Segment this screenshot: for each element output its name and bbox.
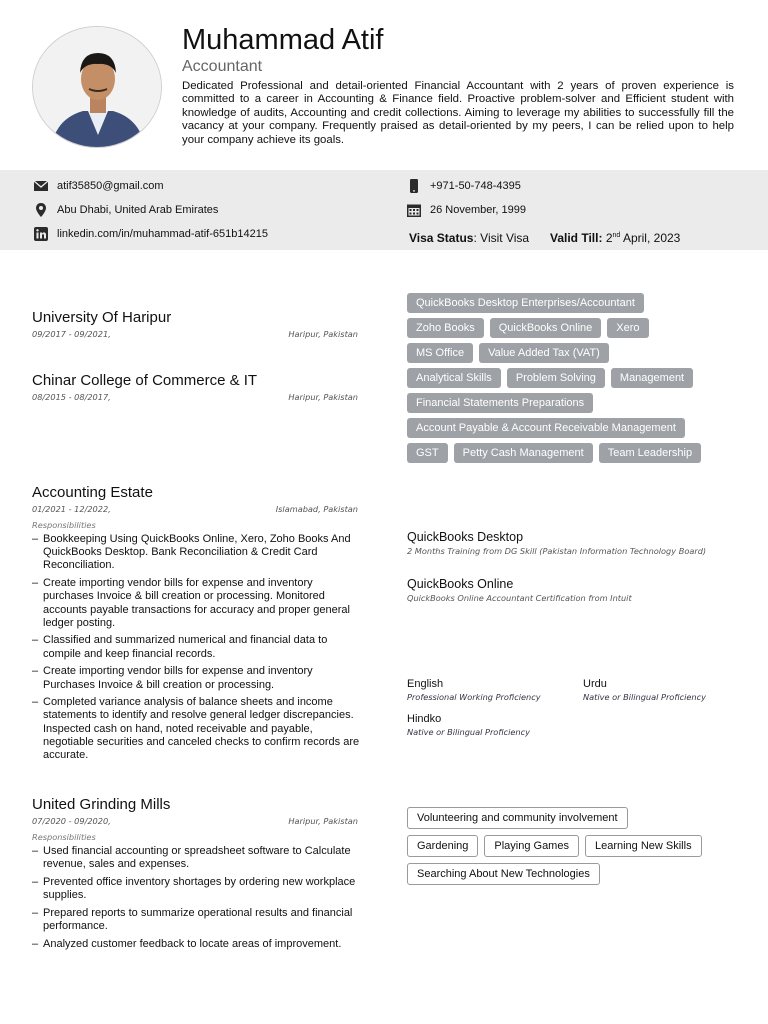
skill-chip: Management	[611, 368, 693, 388]
linkedin-text: linkedin.com/in/muhammad-atif-651b14215	[57, 228, 268, 240]
list-item: – Analyzed customer feedback to locate areas of improvement.	[32, 938, 362, 951]
experience-dates: 07/2020 - 09/2020,	[32, 816, 111, 826]
certification-title: QuickBooks Online	[407, 577, 514, 591]
skill-chip: Petty Cash Management	[454, 443, 593, 463]
language-name: English	[407, 678, 444, 690]
skill-chip: Zoho Books	[407, 318, 484, 338]
interest-tag: Searching About New Technologies	[407, 863, 600, 885]
education-dates: 09/2017 - 09/2021,	[32, 329, 111, 339]
candidate-name: Muhammad Atif	[182, 24, 384, 56]
certification-desc: 2 Months Training from DG Skill (Pakistan Information Technology Board)	[407, 546, 707, 556]
language-level: Professional Working Proficiency	[407, 692, 541, 702]
responsibilities-list	[32, 533, 362, 767]
contact-dob	[406, 202, 526, 218]
experience-meta	[32, 504, 358, 514]
skill-chip: GST	[407, 443, 448, 463]
skill-chip: QuickBooks Desktop Enterprises/Accountant	[407, 293, 644, 313]
interest-tag: Learning New Skills	[585, 835, 702, 857]
skill-chip: Problem Solving	[507, 368, 605, 388]
valid-day: 2	[605, 231, 613, 245]
list-item: – Prepared reports to summarize operational results and financial performance.	[32, 907, 362, 933]
experience-place: Haripur, Pakistan	[288, 816, 358, 826]
language-name: Hindko	[407, 713, 442, 725]
calendar-icon	[406, 202, 422, 218]
certification-title: QuickBooks Desktop	[407, 530, 524, 544]
experience-dates: 01/2021 - 12/2022,	[32, 504, 111, 514]
education-dates: 08/2015 - 08/2017,	[32, 392, 111, 402]
experience-meta	[32, 816, 358, 826]
interest-tag: Volunteering and community involvement	[407, 807, 628, 829]
list-item: – Create importing vendor bills for expense and inventory purchases Invoice & bill creation or processing. Monitored accounts payable transactions for accuracy and proper general ledger posting.	[32, 577, 362, 630]
education-meta	[32, 329, 358, 339]
skill-chip: Account Payable & Account Receivable Management	[407, 418, 685, 438]
education-school: University Of Haripur	[32, 309, 172, 326]
interest-tag: Gardening	[407, 835, 478, 857]
experience-company: Accounting Estate	[32, 484, 153, 501]
contact-phone[interactable]	[406, 178, 521, 194]
interests-list	[407, 807, 737, 885]
valid-label: Valid Till:	[550, 231, 603, 245]
valid-rest: April, 2023	[622, 231, 681, 245]
education-meta	[32, 392, 358, 402]
visa-status	[409, 231, 529, 245]
envelope-icon	[33, 178, 49, 194]
skill-chip: Team Leadership	[599, 443, 701, 463]
responsibilities-label: Responsibilities	[32, 832, 96, 842]
skill-chip: Value Added Tax (VAT)	[479, 343, 609, 363]
language-name: Urdu	[583, 678, 607, 690]
skills-list	[407, 293, 737, 463]
dob-text: 26 November, 1999	[430, 204, 527, 216]
phone-text: +971-50-748-4395	[430, 180, 521, 192]
experience-company: United Grinding Mills	[32, 796, 171, 813]
list-item: – Bookkeeping Using QuickBooks Online, Xero, Zoho Books And QuickBooks Desktop. Bank Reconciliation & Credit Card Reconciliation.	[32, 533, 362, 573]
certification-desc: QuickBooks Online Accountant Certification from Intuit	[407, 593, 632, 603]
experience-place: Islamabad, Pakistan	[275, 504, 358, 514]
responsibilities-label: Responsibilities	[32, 520, 96, 530]
profile-photo	[32, 26, 162, 148]
list-item: – Create importing vendor bills for expense and inventory Purchases Invoice & bill creation or processing.	[32, 665, 362, 691]
responsibilities-list	[32, 845, 362, 955]
candidate-role: Accountant	[182, 58, 263, 75]
contact-bar	[0, 170, 768, 250]
valid-suffix: nd	[612, 232, 621, 239]
skill-chip: MS Office	[407, 343, 473, 363]
map-pin-icon	[33, 202, 49, 218]
language-level: Native or Bilingual Proficiency	[583, 692, 706, 702]
list-item: – Completed variance analysis of balance sheets and income statements to identify and resolve general ledger discrepancies. Inspected cash on hand, noted receivable and payable, negotiable securities and canceled checks to confirm records are accurate.	[32, 696, 362, 762]
contact-linkedin[interactable]	[33, 226, 268, 242]
skill-chip: Xero	[607, 318, 648, 338]
contact-location	[33, 202, 218, 218]
skill-chip: Financial Statements Preparations	[407, 393, 593, 413]
profile-summary: Dedicated Professional and detail-oriented Financial Accountant with 2 years of proven experience is committed to a career in Accounting & Finance field. Proactive problem-solver and Efficient student with knowledge of audits, Accounting and credit collections. Aiming to leverage my abilities to successfully fill the vacancy at your company. Frequently praised as detail-oriented by my peers, I can be relied upon to help your company achieve its goals.	[182, 80, 734, 146]
visa-label: Visa Status	[409, 231, 474, 245]
visa-value: : Visit Visa	[473, 231, 530, 245]
linkedin-icon	[33, 226, 49, 242]
education-place: Haripur, Pakistan	[288, 329, 358, 339]
skill-chip: Analytical Skills	[407, 368, 501, 388]
person-portrait-icon	[33, 27, 162, 148]
skill-chip: QuickBooks Online	[490, 318, 602, 338]
list-item: – Prevented office inventory shortages by ordering new workplace supplies.	[32, 876, 362, 902]
list-item: – Used financial accounting or spreadsheet software to Calculate revenue, sales and expenses.	[32, 845, 362, 871]
phone-icon	[406, 178, 422, 194]
location-text: Abu Dhabi, United Arab Emirates	[57, 204, 219, 216]
education-place: Haripur, Pakistan	[288, 392, 358, 402]
list-item: – Classified and summarized numerical and financial data to compile and keep financial records.	[32, 634, 362, 660]
education-school: Chinar College of Commerce & IT	[32, 372, 258, 389]
valid-till	[550, 231, 680, 245]
email-text: atif35850@gmail.com	[57, 180, 164, 192]
contact-email[interactable]	[33, 178, 164, 194]
interest-tag: Playing Games	[484, 835, 579, 857]
language-level: Native or Bilingual Proficiency	[407, 727, 530, 737]
